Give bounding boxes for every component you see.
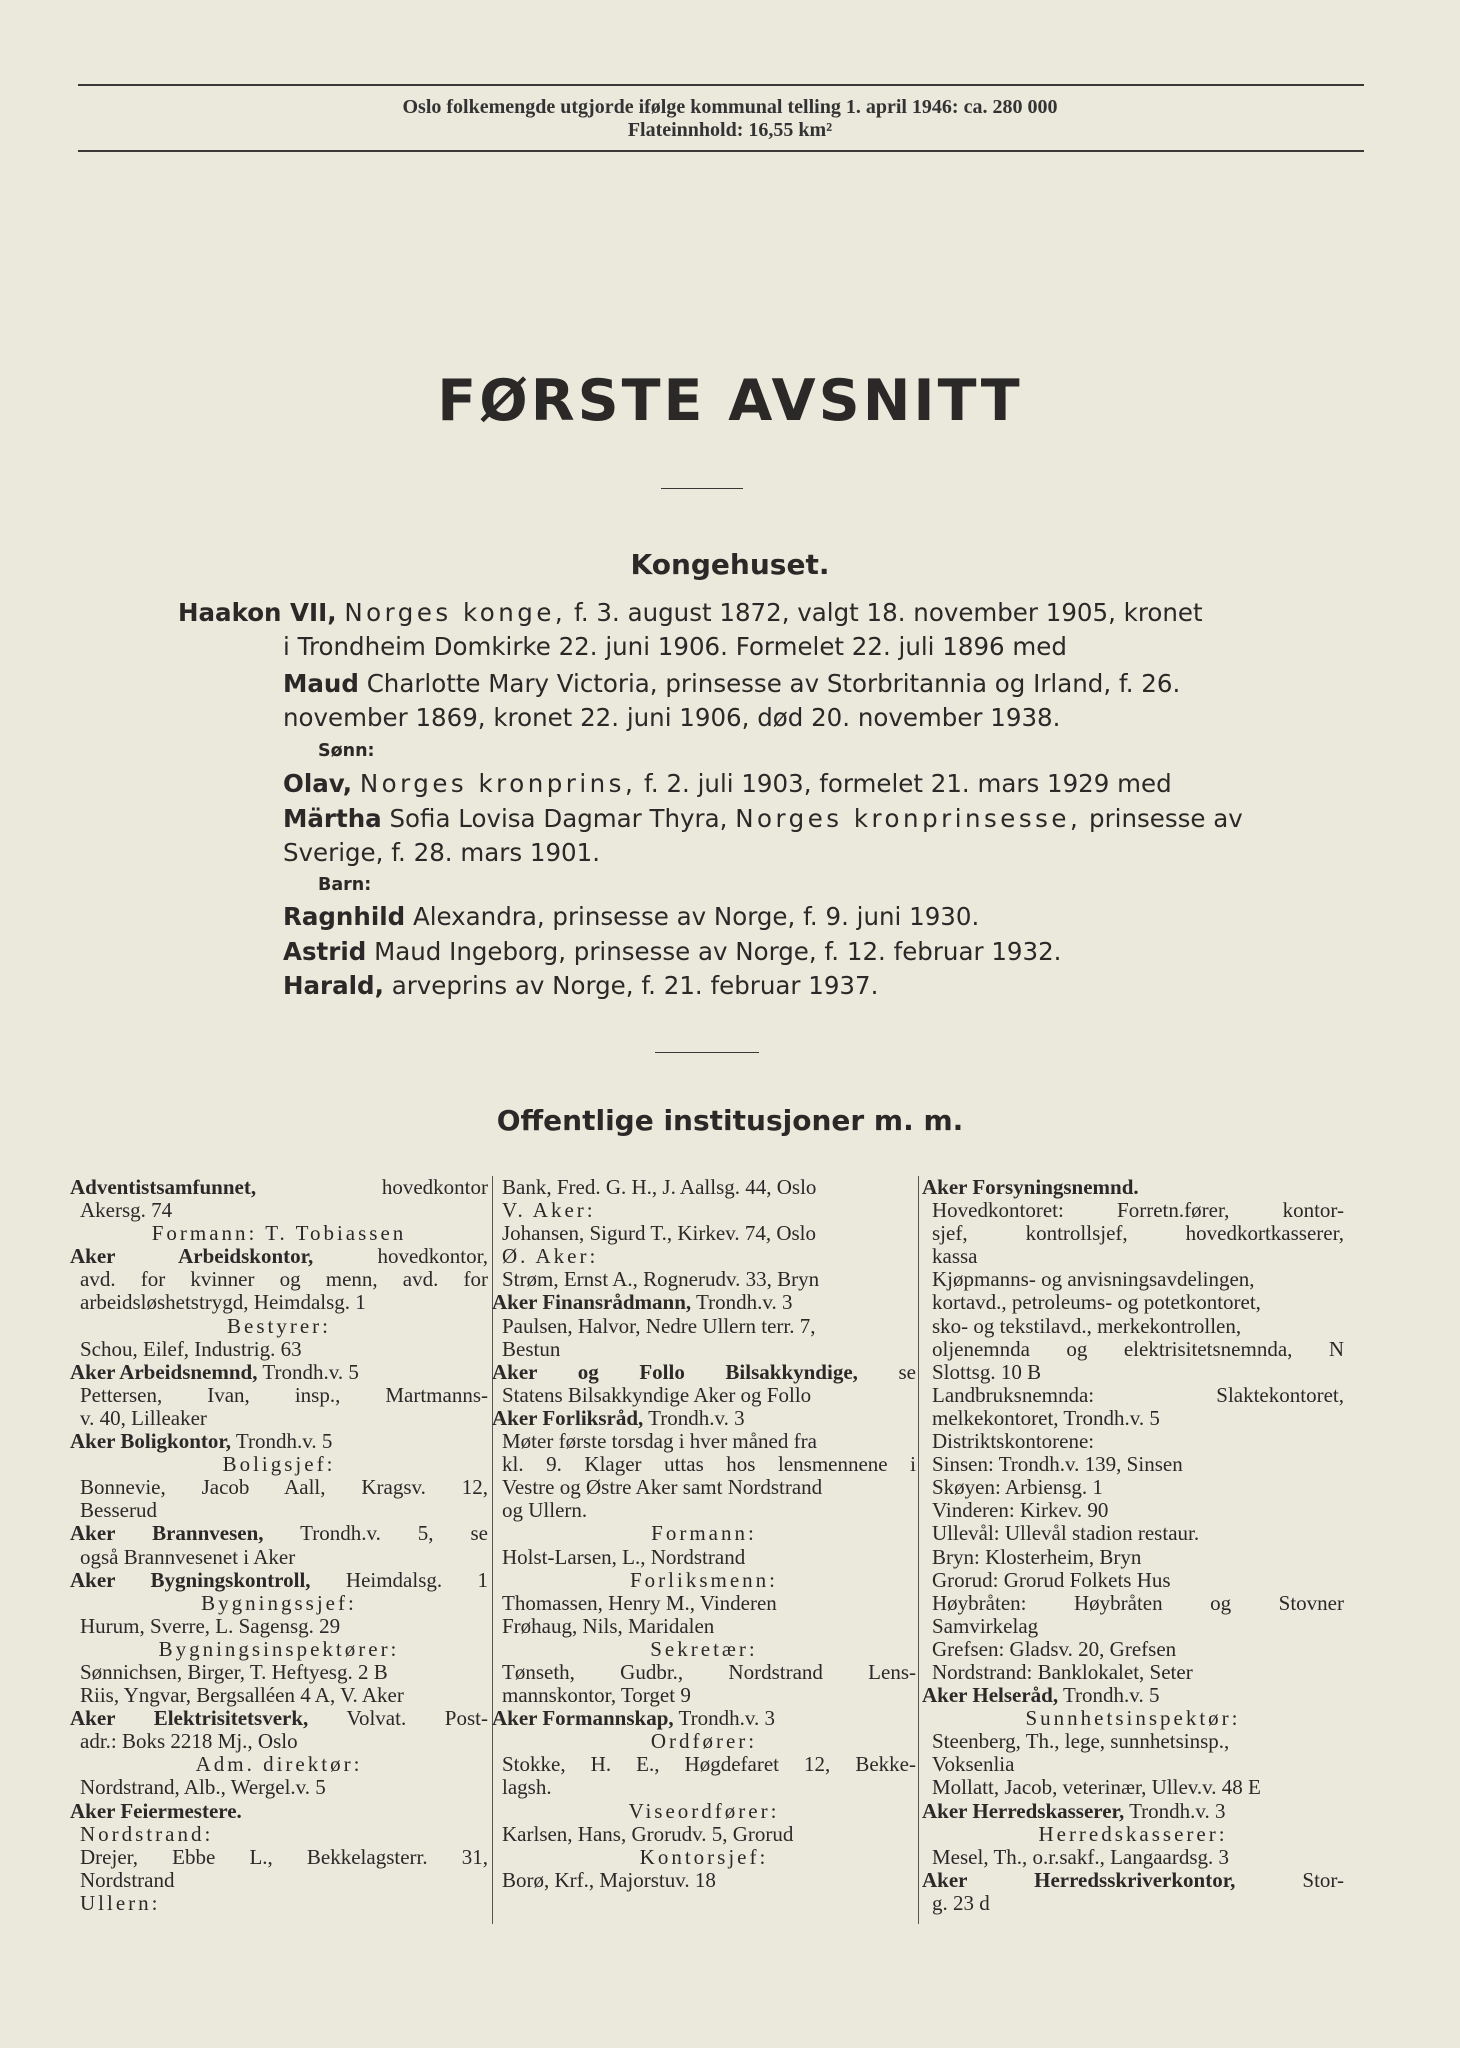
page-title: FØRSTE AVSNITT xyxy=(437,368,1023,434)
entry-line: Bygningsinspektører: xyxy=(158,1636,400,1661)
entry-line: Viseordfører: xyxy=(628,1798,780,1823)
entry-line: Ø. Aker: xyxy=(502,1244,599,1269)
entry-line: Tønseth, Gudbr., Nordstrand Lens- xyxy=(502,1659,916,1684)
maud-line xyxy=(283,669,1180,698)
column-2 xyxy=(492,1176,916,1892)
entry-line: Nordstrand, Alb., Wergel.v. 5 xyxy=(80,1775,326,1800)
astrid-line xyxy=(283,937,1061,966)
harald-details: arveprins av Norge, f. 21. februar 1937. xyxy=(391,971,879,1000)
entry-line: v. 40, Lilleaker xyxy=(80,1405,207,1430)
entry-line: avd. for kvinner og menn, avd. for xyxy=(80,1267,488,1292)
entry-line: Skøyen: Arbiensg. 1 xyxy=(932,1475,1103,1500)
royal-family-section xyxy=(178,598,1248,1008)
entry-line: Voksenlia xyxy=(932,1752,1015,1777)
column-separator-2 xyxy=(918,1176,919,1924)
entry-line: Aker Arbeidskontor, hovedkontor, xyxy=(70,1244,488,1269)
entry-line: Pettersen, Ivan, insp., Martmanns- xyxy=(80,1382,488,1407)
haakon-details: f. 3. august 1872, valgt 18. november 1905, kronet xyxy=(574,598,1203,627)
entry-line: Aker og Follo Bilsakkyndige, se xyxy=(492,1359,916,1384)
entry-line: melkekontoret, Trondh.v. 5 xyxy=(932,1405,1160,1430)
entry-line: Kontorsjef: xyxy=(639,1844,769,1869)
entry-line: arbeidsløshetstrygd, Heimdalsg. 1 xyxy=(80,1290,366,1315)
population-line xyxy=(0,96,1460,119)
entry-line: Ullevål: Ullevål stadion restaur. xyxy=(932,1521,1200,1546)
entry-line: Thomassen, Henry M., Vinderen xyxy=(502,1590,777,1615)
entry-line: adr.: Boks 2218 Mj., Oslo xyxy=(80,1729,298,1754)
martha-line-2: Sverige, f. 28. mars 1901. xyxy=(283,838,601,867)
astrid-details: Maud Ingeborg, prinsesse av Norge, f. 12. februar 1932. xyxy=(374,937,1062,966)
entry-line: Bryn: Klosterheim, Bryn xyxy=(932,1544,1142,1569)
entry-line: Adm. direktør: xyxy=(195,1752,363,1777)
area-label: Flateinnhold: xyxy=(627,119,744,141)
entry-line: Vinderen: Kirkev. 90 xyxy=(932,1498,1109,1523)
entry-line: Bestyrer: xyxy=(227,1313,331,1338)
entry-line: Aker Finansrådmann, Trondh.v. 3 xyxy=(492,1290,793,1315)
harald-line xyxy=(283,971,878,1000)
entry-line: Bestun xyxy=(502,1336,561,1361)
entry-line: Slottsg. 10 B xyxy=(932,1359,1042,1384)
entry-line: Ullern: xyxy=(80,1890,161,1915)
entry-line: Riis, Yngvar, Bergsalléen 4 A, V. Aker xyxy=(80,1683,404,1708)
entry-line: Steenberg, Th., lege, sunnhetsinsp., xyxy=(932,1729,1230,1754)
entry-line: Aker Formannskap, Trondh.v. 3 xyxy=(492,1706,775,1731)
entry-line: Karlsen, Hans, Grorudv. 5, Grorud xyxy=(502,1821,794,1846)
entry-line: sko- og tekstilavd., merkekontrollen, xyxy=(932,1313,1242,1338)
entry-line: lagsh. xyxy=(502,1775,552,1800)
entry-line: Aker Elektrisitetsverk, Volvat. Post- xyxy=(70,1706,488,1731)
institutions-heading: Offentlige institusjoner m. m. xyxy=(496,1104,964,1137)
entry-line: Nordstrand: xyxy=(80,1821,214,1846)
entry-line: g. 23 d xyxy=(932,1890,990,1915)
entry-line: Akersg. 74 xyxy=(80,1198,173,1223)
ragnhild-line xyxy=(283,902,979,931)
entry-line: Møter første torsdag i hver måned fra xyxy=(502,1429,817,1454)
entry-line: Bonnevie, Jacob Aall, Kragsv. 12, xyxy=(80,1475,488,1500)
entry-line: Aker Bygningskontroll, Heimdalsg. 1 xyxy=(70,1567,488,1592)
entry-line: Høybråten: Høybråten og Stovner xyxy=(932,1590,1344,1615)
entry-line: Borø, Krf., Majorstuv. 18 xyxy=(502,1867,716,1892)
entry-line: Sinsen: Trondh.v. 139, Sinsen xyxy=(932,1452,1183,1477)
entry-line: V. Aker: xyxy=(502,1198,596,1223)
entry-line: Aker Boligkontor, Trondh.v. 5 xyxy=(70,1429,333,1454)
entry-line: kortavd., petroleums- og potetkontoret, xyxy=(932,1290,1261,1315)
entry-line: Hovedkontoret: Forretn.fører, kontor- xyxy=(932,1198,1344,1223)
barn-label: Barn: xyxy=(318,875,372,895)
martha-title: Norges kronprinsesse, xyxy=(735,804,1082,833)
entry-line: Hurum, Sverre, L. Sagensg. 29 xyxy=(80,1613,341,1638)
entry-line: Bygningssjef: xyxy=(201,1590,357,1615)
entry-line: og Ullern. xyxy=(502,1498,588,1523)
entry-line: Aker Feiermestere. xyxy=(70,1798,242,1823)
population-text: Oslo folkemengde utgjorde ifølge kommunal telling 1. april 1946: ca. xyxy=(402,96,988,118)
olav-details: f. 2. juli 1903, formelet 21. mars 1929 med xyxy=(644,769,1172,798)
haakon-title: Norges konge, xyxy=(344,598,567,627)
olav-line xyxy=(283,769,1172,798)
entry-line: Stokke, H. E., Høgdefaret 12, Bekke- xyxy=(502,1752,916,1777)
title-divider xyxy=(661,488,743,489)
entry-line: mannskontor, Torget 9 xyxy=(502,1683,691,1708)
entry-line: Schou, Eilef, Industrig. 63 xyxy=(80,1336,302,1361)
entry-line: Landbruksnemnda: Slaktekontoret, xyxy=(932,1382,1344,1407)
olav-name: Olav, xyxy=(283,769,353,798)
entry-line: Mollatt, Jacob, veterinær, Ullev.v. 48 E xyxy=(932,1775,1261,1800)
entry-line: Johansen, Sigurd T., Kirkev. 74, Oslo xyxy=(502,1221,817,1246)
entry-line: Samvirkelag xyxy=(932,1613,1039,1638)
martha-name: Märtha xyxy=(283,804,382,833)
column-3 xyxy=(922,1176,1344,1915)
entry-line: Aker Forsyningsnemnd. xyxy=(922,1175,1139,1199)
header-bottom-rule xyxy=(78,150,1364,152)
entry-line: Mesel, Th., o.r.sakf., Langaardsg. 3 xyxy=(932,1844,1230,1869)
entry-line: Nordstrand: Banklokalet, Seter xyxy=(932,1659,1193,1684)
entry-line: Nordstrand xyxy=(80,1867,175,1892)
martha-details: Sofia Lovisa Dagmar Thyra, xyxy=(389,804,728,833)
astrid-name: Astrid xyxy=(283,937,367,966)
entry-line: Vestre og Østre Aker samt Nordstrand xyxy=(502,1475,823,1500)
haakon-line xyxy=(178,598,1203,627)
top-rule xyxy=(78,84,1364,86)
column-1 xyxy=(70,1176,488,1915)
kongehuset-heading: Kongehuset. xyxy=(630,548,830,581)
olav-title: Norges kronprins, xyxy=(359,769,637,798)
maud-line-2: november 1869, kronet 22. juni 1906, død 20. november 1938. xyxy=(283,703,1061,732)
ragnhild-name: Ragnhild xyxy=(283,902,406,931)
entry-line: Formann: T. Tobiassen xyxy=(151,1221,407,1246)
entry-line: Statens Bilsakkyndige Aker og Follo xyxy=(502,1382,812,1407)
martha-details-2: prinsesse av xyxy=(1089,804,1243,833)
entry-line: oljenemnda og elektrisitetsnemnda, N xyxy=(932,1336,1344,1361)
entry-line: Aker Herredskasserer, Trondh.v. 3 xyxy=(922,1798,1226,1823)
entry-line: Aker Forliksråd, Trondh.v. 3 xyxy=(492,1405,745,1430)
entry-line: Boligsjef: xyxy=(222,1452,336,1477)
entry-line: Sønnichsen, Birger, T. Heftyesg. 2 B xyxy=(80,1659,388,1684)
entry-line: Drejer, Ebbe L., Bekkelagsterr. 31, xyxy=(80,1844,488,1869)
entry-line: Herredskasserer: xyxy=(1038,1821,1228,1846)
entry-line: Aker Herredsskriverkontor, Stor- xyxy=(922,1867,1344,1892)
entry-line: Bank, Fred. G. H., J. Aallsg. 44, Oslo xyxy=(502,1175,817,1199)
entry-line: Grorud: Grorud Folkets Hus xyxy=(932,1567,1171,1592)
haakon-line-2: i Trondheim Domkirke 22. juni 1906. Formelet 22. juli 1896 med xyxy=(283,632,1067,661)
maud-name: Maud xyxy=(283,669,359,698)
section-divider xyxy=(655,1052,759,1053)
entry-line: også Brannvesenet i Aker xyxy=(80,1544,296,1569)
maud-details: Charlotte Mary Victoria, prinsesse av Storbritannia og Irland, f. 26. xyxy=(366,669,1181,698)
entry-line: Distriktskontorene: xyxy=(932,1429,1095,1454)
entry-line: sjef, kontrollsjef, hovedkortkasserer, xyxy=(932,1221,1344,1246)
entry-line: Grefsen: Gladsv. 20, Grefsen xyxy=(932,1636,1177,1661)
population-value: 280 000 xyxy=(992,96,1058,118)
ragnhild-details: Alexandra, prinsesse av Norge, f. 9. juni 1930. xyxy=(412,902,980,931)
area-line xyxy=(0,119,1460,142)
entry-line: Kjøpmanns- og anvisningsavdelingen, xyxy=(932,1267,1255,1292)
haakon-name: Haakon VII, xyxy=(178,598,337,627)
entry-line: Forliksmenn: xyxy=(629,1567,778,1592)
sonn-label: Sønn: xyxy=(318,741,375,761)
entry-line: Paulsen, Halvor, Nedre Ullern terr. 7, xyxy=(502,1313,816,1338)
entry-line: Strøm, Ernst A., Rognerudv. 33, Bryn xyxy=(502,1267,820,1292)
area-value: 16,55 km² xyxy=(748,119,833,141)
entry-line: Holst-Larsen, L., Nordstrand xyxy=(502,1544,746,1569)
entry-line: kl. 9. Klager uttas hos lensmennene i xyxy=(502,1452,916,1477)
entry-line: Adventistsamfunnet, hovedkontor xyxy=(70,1175,488,1199)
harald-name: Harald, xyxy=(283,971,384,1000)
entry-line: Sunnhetsinspektør: xyxy=(1025,1706,1241,1731)
martha-line xyxy=(283,804,1243,833)
entry-line: Frøhaug, Nils, Maridalen xyxy=(502,1613,715,1638)
entry-line: Aker Arbeidsnemnd, Trondh.v. 5 xyxy=(70,1359,359,1384)
entry-line: Ordfører: xyxy=(650,1729,758,1754)
entry-line: Sekretær: xyxy=(650,1636,758,1661)
entry-line: kassa xyxy=(932,1244,978,1269)
entry-line: Besserud xyxy=(80,1498,157,1523)
entry-line: Aker Helseråd, Trondh.v. 5 xyxy=(922,1683,1160,1708)
entry-line: Aker Brannvesen, Trondh.v. 5, se xyxy=(70,1521,489,1546)
entry-line: Formann: xyxy=(651,1521,757,1546)
